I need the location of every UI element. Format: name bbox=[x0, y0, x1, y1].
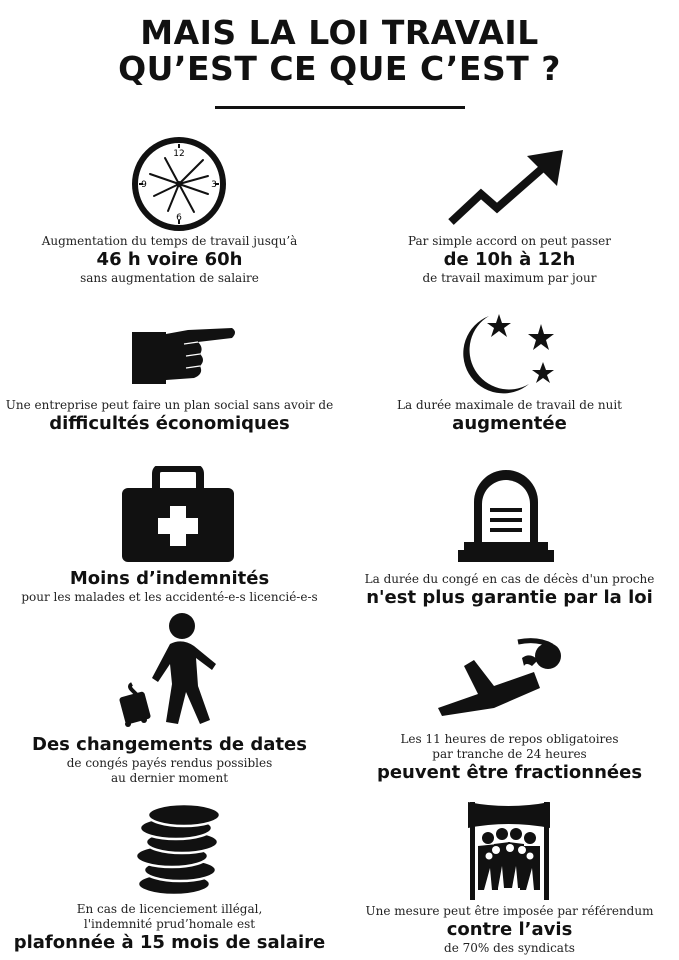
item-text: En cas de licenciement illégal, bbox=[76, 902, 263, 916]
item-text: Augmentation du temps de travail jusqu’à bbox=[41, 234, 298, 248]
item-highlight: de 10h à 12h bbox=[443, 249, 576, 270]
clock-icon bbox=[128, 136, 230, 232]
item-text: l'indemnité prud’homale est bbox=[83, 917, 256, 931]
svg-text:9: 9 bbox=[141, 180, 147, 190]
item-text: Une entreprise peut faire un plan social sans avoir de bbox=[5, 398, 334, 412]
svg-text:6: 6 bbox=[176, 213, 182, 223]
item-text: de congés payés rendus possibles bbox=[66, 756, 273, 770]
item-text: par tranche de 24 heures bbox=[432, 747, 587, 761]
item-dismissal-cap bbox=[0, 902, 339, 954]
item-highlight: plafonnée à 15 mois de salaire bbox=[13, 932, 326, 953]
first-aid-kit-icon bbox=[120, 466, 236, 564]
item-text: de travail maximum par jour bbox=[422, 271, 597, 285]
svg-text:12: 12 bbox=[173, 149, 185, 159]
pointing-hand-icon bbox=[128, 318, 238, 388]
svg-text:3: 3 bbox=[211, 180, 217, 190]
page-title-line1: MAIS LA LOI TRAVAIL bbox=[140, 13, 539, 52]
title-divider bbox=[215, 106, 465, 109]
item-rest-hours bbox=[340, 732, 679, 784]
item-highlight: Moins d’indemnités bbox=[69, 568, 270, 589]
item-referendum bbox=[340, 904, 679, 956]
item-highlight: n'est plus garantie par la loi bbox=[366, 587, 653, 608]
item-bereavement bbox=[340, 572, 679, 609]
item-text: La durée du congé en cas de décès d'un proche bbox=[364, 572, 655, 586]
resting-person-icon bbox=[434, 638, 570, 718]
item-highlight: Des changements de dates bbox=[32, 734, 307, 755]
item-text: au dernier moment bbox=[110, 771, 229, 785]
item-holiday-dates bbox=[0, 734, 339, 786]
item-text: pour les malades et les accidenté-e-s licencié-e-s bbox=[21, 590, 318, 604]
item-social-plan bbox=[0, 398, 339, 435]
item-highlight: difficultés économiques bbox=[49, 413, 290, 434]
protest-crowd-icon bbox=[462, 798, 556, 902]
traveler-icon bbox=[118, 612, 222, 730]
item-text: Les 11 heures de repos obligatoires bbox=[400, 732, 619, 746]
item-highlight: 46 h voire 60h bbox=[96, 249, 243, 270]
item-text: Une mesure peut être imposée par référendum bbox=[365, 904, 654, 918]
item-text: Par simple accord on peut passer bbox=[407, 234, 611, 248]
item-night-work bbox=[340, 398, 679, 435]
item-highlight: augmentée bbox=[452, 413, 567, 434]
tombstone-icon bbox=[456, 468, 556, 566]
item-highlight: peuvent être fractionnées bbox=[376, 762, 643, 783]
item-highlight: contre l’avis bbox=[446, 919, 573, 940]
item-text: La durée maximale de travail de nuit bbox=[397, 398, 622, 412]
moon-stars-icon bbox=[449, 310, 561, 396]
item-text: de 70% des syndicats bbox=[444, 941, 575, 955]
rising-arrow-icon bbox=[445, 148, 569, 228]
item-max-hours bbox=[340, 234, 679, 286]
coin-stack-icon bbox=[132, 800, 232, 898]
item-text: sans augmentation de salaire bbox=[80, 271, 259, 285]
item-indemnities bbox=[0, 568, 339, 605]
item-work-time bbox=[0, 234, 339, 286]
page-title-line2: QU’EST CE QUE C’EST ? bbox=[118, 49, 561, 88]
